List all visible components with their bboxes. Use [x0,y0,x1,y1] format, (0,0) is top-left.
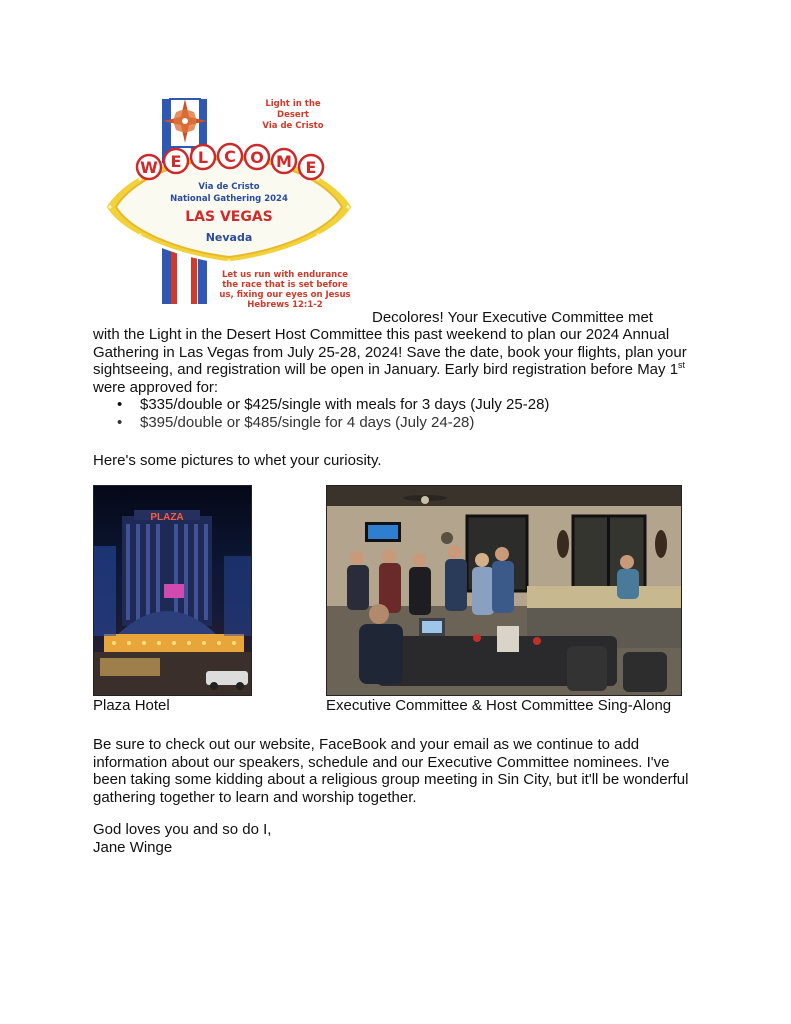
logo-title-line: Via de Cristo [262,121,324,131]
verse-line: the race that is set before [222,280,348,290]
sign-state: Nevada [205,231,253,244]
pictures-intro: Here's some pictures to whet your curiosity. [93,452,382,469]
plaza-caption: Plaza Hotel [93,697,170,714]
intro-text-end: were approved for: [93,378,219,396]
verse-line: Hebrews 12:1-2 [247,300,323,310]
welcome-letter: M [276,152,292,171]
verse-line: Let us run with endurance [221,270,349,280]
ordinal-suffix: st [678,360,686,370]
closing-line: God loves you and so do I, [93,821,272,838]
meeting-caption: Executive Committee & Host Committee Sing-Along [326,697,672,714]
vegas-sign-logo [100,95,358,310]
verse-line: us, fixing our eyes on Jesus [219,290,351,300]
signature: Jane Winge [93,839,173,856]
welcome-letter: O [250,148,264,167]
plaza-hotel-photo [93,485,252,696]
pricing-list [93,396,549,431]
list-item: • $335/double or $425/single with meals for 3 days (July 25-28) [93,396,549,414]
welcome-letter: W [140,158,158,177]
plaza-sign: PLAZA [150,512,184,523]
welcome-letter: C [224,147,236,166]
list-item: • $395/double or $485/single for 4 days (July 24-28) [93,414,549,432]
logo-title-line: Desert [277,110,309,120]
sign-city: LAS VEGAS [185,209,273,225]
intro-text: with the Light in the Desert Host Committee this past weekend to plan our 2024 Annual Gathering in Las Vegas from July 25-28, 2024! Save the date, book your flights, plan your sightseeing, and registration will be open in January. Early bird registration before May 1 [93,326,687,378]
committee-meeting-photo [326,485,682,696]
body-paragraph: Be sure to check out our website, FaceBook and your email as we continue to add information about our speakers, schedule and our Executive Committee nominees. I've been taking some kidding about a religious group meeting in Sin City, but it'll be wonderful gathering together to learn and worship together. [93,736,689,806]
intro-paragraph [93,326,703,396]
sign-line1: Via de Cristo [198,182,260,192]
intro-first-line: Decolores! Your Executive Committee met [372,309,653,326]
logo-title-line: Light in the [265,99,321,109]
sign-line2: National Gathering 2024 [170,194,288,204]
welcome-letter: L [197,148,209,167]
welcome-letter: E [170,152,182,171]
welcome-letter: E [305,158,317,177]
